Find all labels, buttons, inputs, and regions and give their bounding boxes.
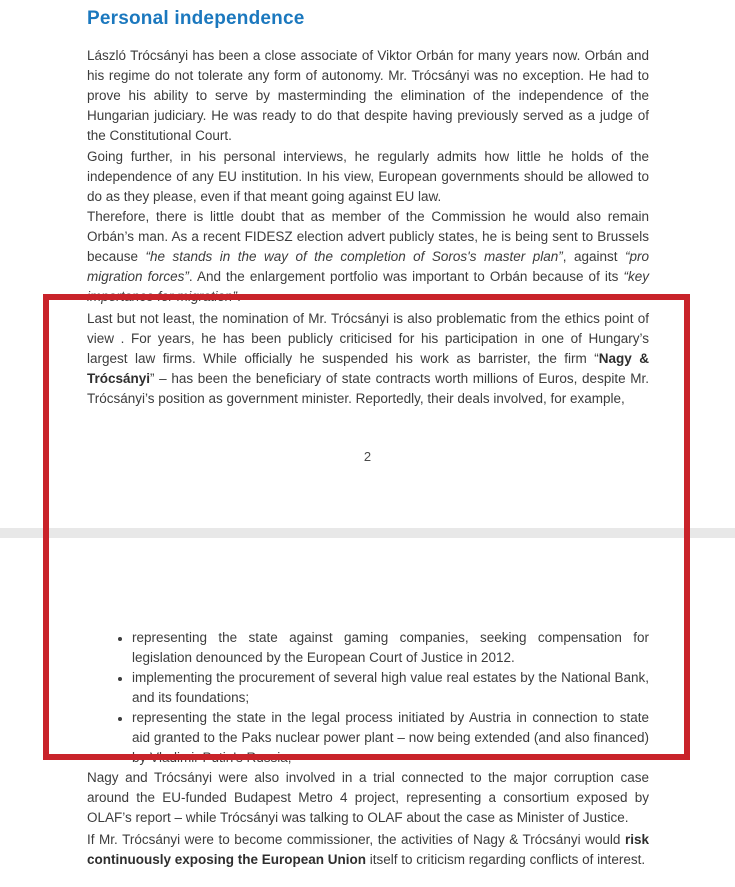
firm-name-bold: Nagy & Trócsányi [87,351,649,386]
paragraph-5: Nagy and Trócsányi were also involved in a trial connected to the major corruption case around the EU-funded Budapest Metro 4 project, representing a consortium exposed by OLAF’s report – while Trócsányi was talking to OLAF about the case as Minister of Justice. [87,770,649,825]
page-break-separator [0,528,735,538]
paragraph-3-text: , against [562,249,625,264]
quote-pro-migration-forces: “pro migration forces” [87,249,649,284]
paragraph-6-text: If Mr. Trócsányi were to become commissioner, the activities of Nagy & Trócsányi would [87,832,625,847]
page-number: 2 [363,449,372,464]
paragraph-3 [87,207,649,307]
paragraph-1: László Trócsányi has been a close associate of Viktor Orbán for many years now. Orbán and his regime do not tolerate any form of autonomy. Mr. Trócsányi was no exception. He had to prove his ability to serve by masterminding the elimination of the independence of the Hungarian judiciary. He was ready to do that despite having previously served as a judge of the Constitutional Court. [87,48,649,143]
list-item: • representing the state against gaming companies, seeking compensation for legislation denounced by the European Court of Justice in 2012. [132,628,649,668]
list-item: • implementing the procurement of several high value real estates by the National Bank, and its foundations; [132,668,649,708]
paragraph-3-text: . [237,289,241,304]
bullet-list [87,628,649,768]
paragraph-2: Going further, in his personal interviews, he regularly admits how little he holds of the independence of any EU institution. In his view, European governments should be allowed to do as they please, even if that meant going against EU law. [87,149,649,204]
paragraph-3-text: Therefore, there is little doubt that as member of the Commission he would also remain Orbán’s man. As a recent FIDESZ election advert publicly states, he is being sent to Brussels because [87,209,649,264]
quote-key-importance-migration: “key importance for migration” [87,269,649,304]
list-item: • representing the state in the legal process initiated by Austria in connection to state aid granted to the Paks nuclear power plant – now being extended (and also financed) by Vladimir Putin’s Russia; [132,708,649,768]
page-title: Personal independence [87,8,305,29]
paragraph-6-text: itself to criticism regarding conflicts of interest. [366,852,646,867]
paragraph-4-text: Last but not least, the nomination of Mr. Trócsányi is also problematic from the ethics point of view . For years, he has been publicly criticised for his participation in one of Hungary’s largest law firms. While officially he suspended his work as barrister, the firm “ [87,311,649,366]
paragraph-4-text: ” – has been the beneficiary of state contracts worth millions of Euros, despite Mr. Trócsányi’s position as government minister. Reportedly, their deals involved, for example, [87,371,649,406]
risk-exposing-bold: risk continuously exposing the European Union [87,832,649,867]
paragraph-4 [87,309,649,409]
paragraph-3-text: . And the enlargement portfolio was important to Orbán because of its [188,269,624,284]
quote-soros-master-plan: “he stands in the way of the completion of Soros's master plan” [145,249,563,264]
paragraph-6 [87,830,649,870]
